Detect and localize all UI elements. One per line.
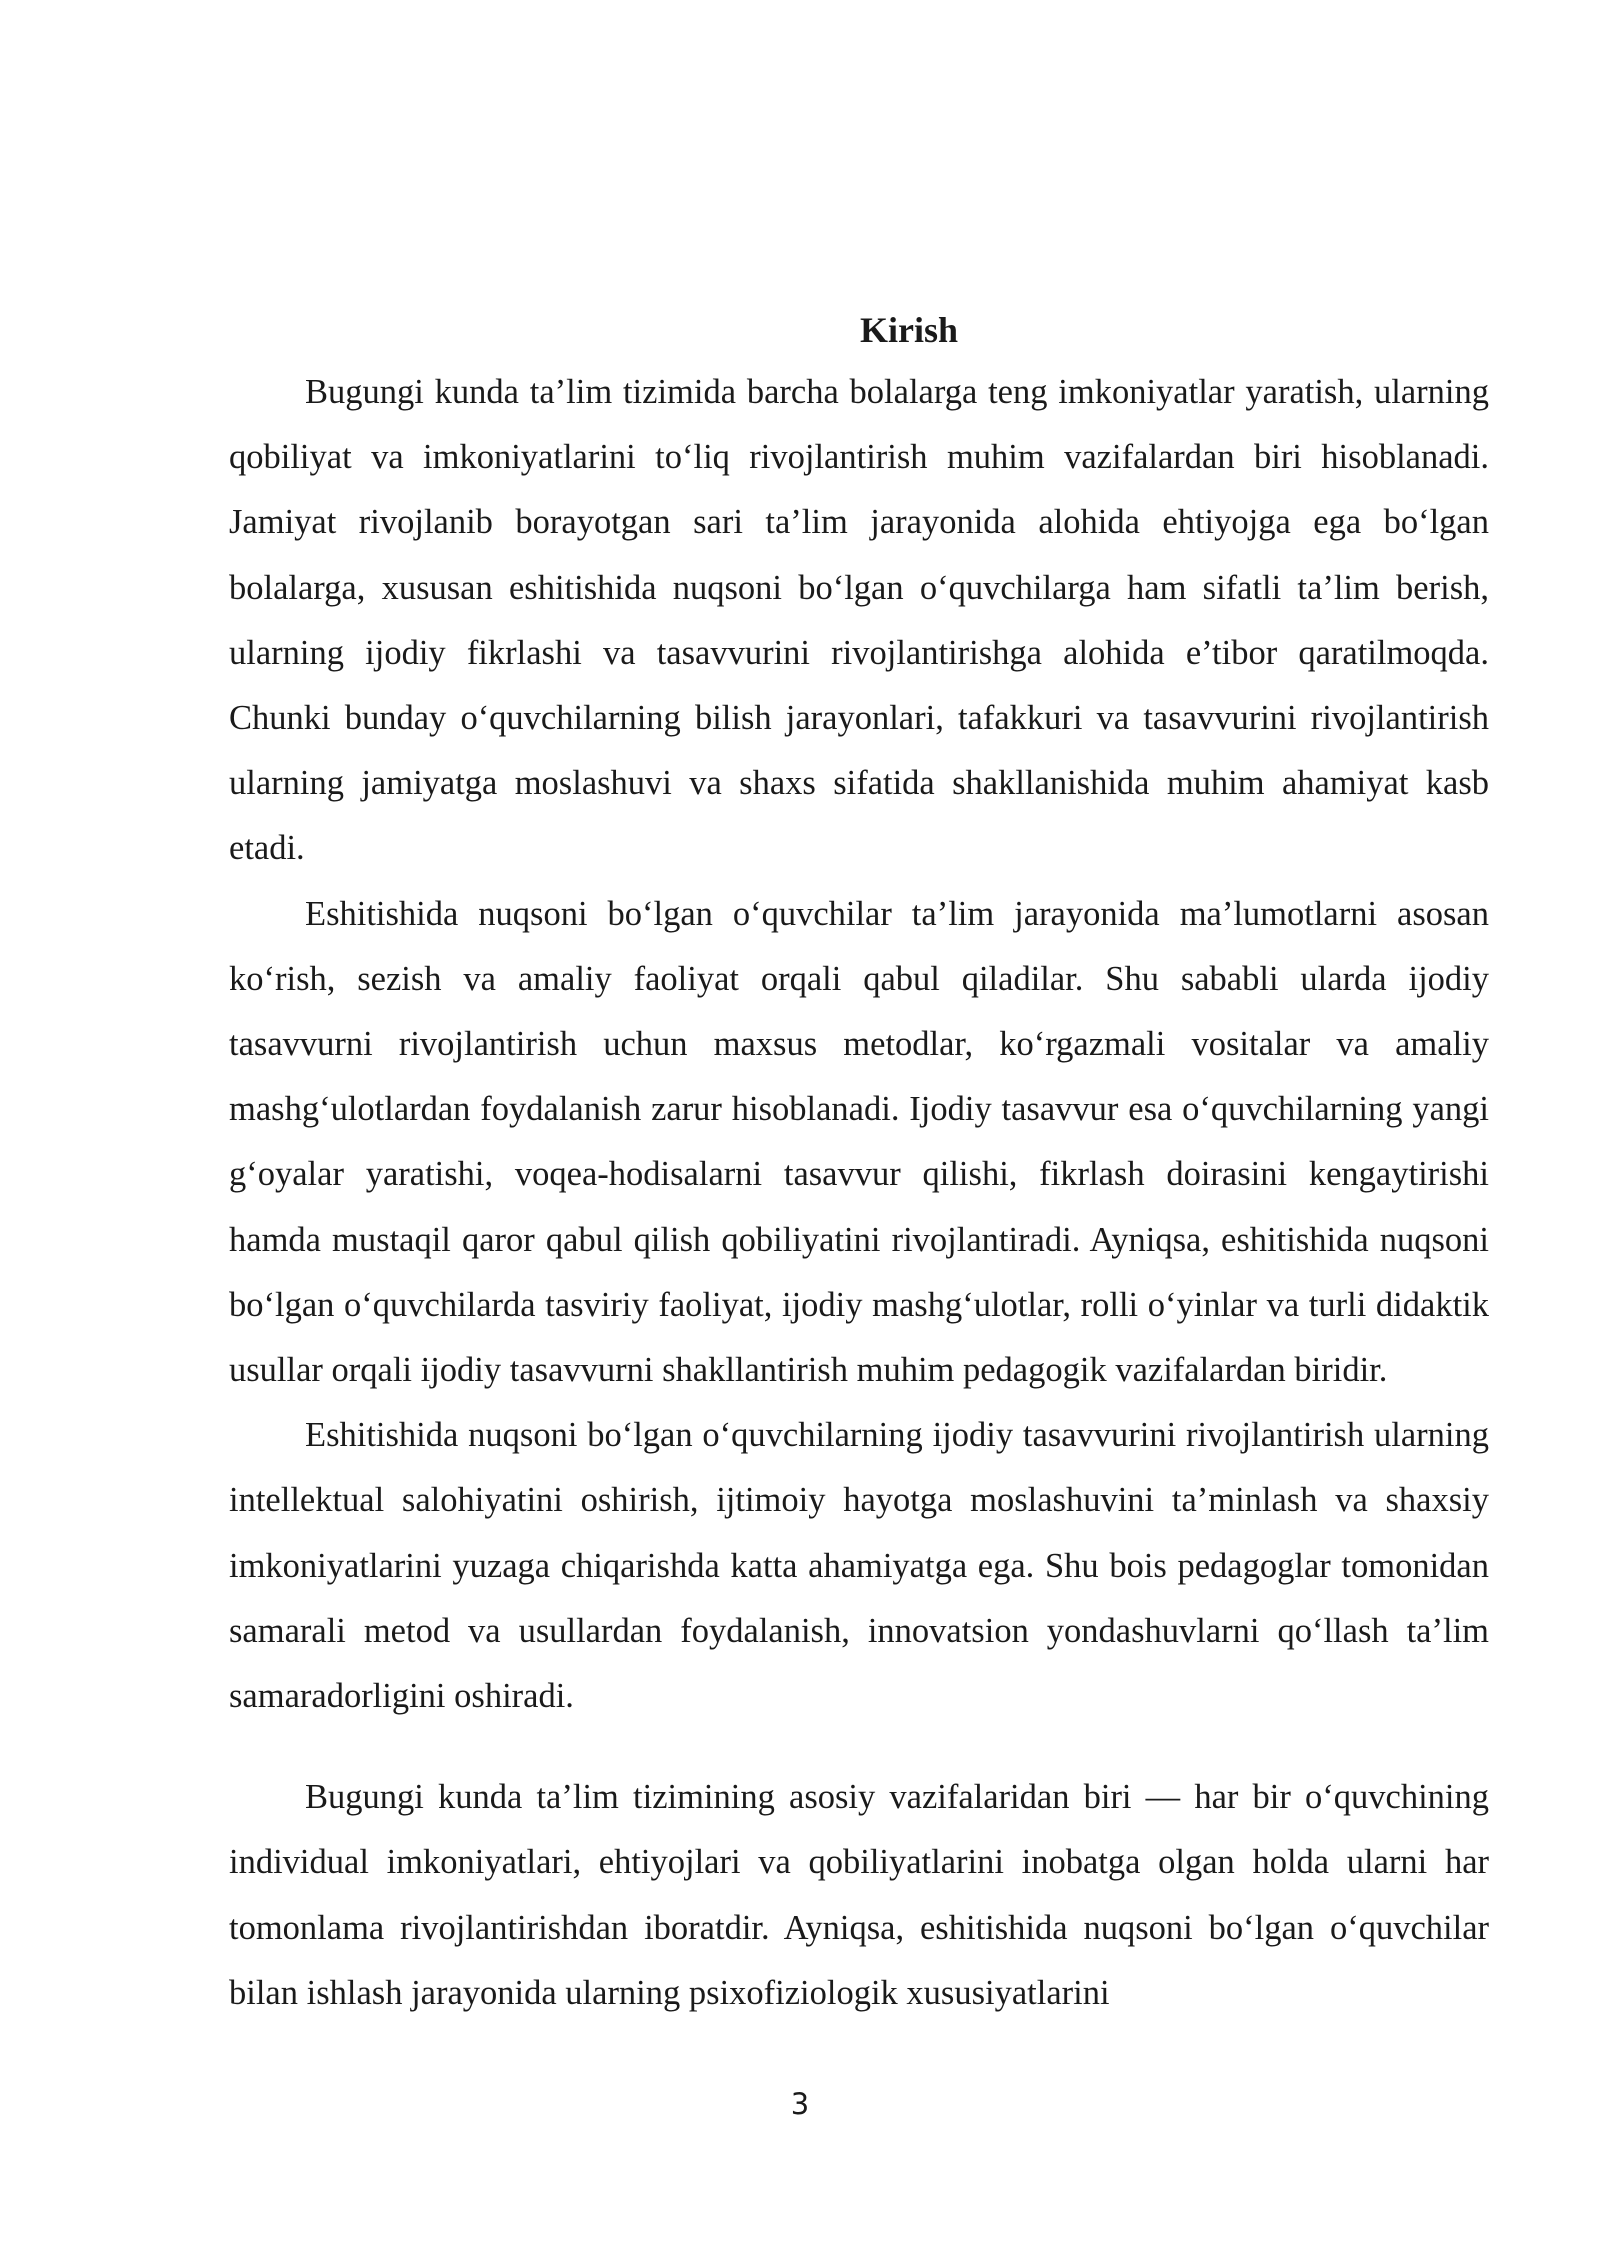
page-number: 3 xyxy=(790,2087,810,2121)
paragraph-3: Eshitishida nuqsoni bo‘lgan o‘quvchilarning ijodiy tasavvurini rivojlantirish ularning intellektual salohiyatini oshirish, ijtimoiy hayotga moslashuvini ta’minlash va shaxsiy imkoniyatlarini yuzaga chiqarishda katta ahamiyatga ega. Shu bois pedagoglar tomonidan samarali metod va usullardan foydalanish, innovatsion yondashuvlarni qo‘llash ta’lim samaradorligini oshiradi. xyxy=(229,1416,1489,1716)
paragraph-2: Eshitishida nuqsoni bo‘lgan o‘quvchilar ta’lim jarayonida ma’lumotlarni asosan ko‘rish, sezish va amaliy faoliyat orqali qabul qiladilar. Shu sababli ularda ijodiy tasavvurni rivojlantirish uchun maxsus metodlar, ko‘rgazmali vositalar va amaliy mashg‘ulotlardan foydalanish zarur hisoblanadi. Ijodiy tasavvur esa o‘quvchilarning yangi g‘oyalar yaratishi, voqea-hodisalarni tasavvur qilishi, fikrlash doirasini kengaytirishi hamda mustaqil qaror qabul qilish qobiliyatini rivojlantiradi. Ayniqsa, eshitishida nuqsoni bo‘lgan o‘quvchilarda tasviriy faoliyat, ijodiy mashg‘ulotlar, rolli o‘yinlar va turli didaktik usullar orqali ijodiy tasavvurni shakllantirish muhim pedagogik vazifalardan biridir. xyxy=(229,894,1489,1390)
page-content xyxy=(229,300,1489,2026)
section-heading: Kirish xyxy=(859,310,958,350)
paragraph-4: Bugungi kunda ta’lim tizimining asosiy vazifalaridan biri — har bir o‘quvchining individual imkoniyatlari, ehtiyojlari va qobiliyatlarini inobatga olgan holda ularni har tomonlama rivojlantirishdan iboratdir. Ayniqsa, eshitishida nuqsoni bo‘lgan o‘quvchilar bilan ishlash jarayonida ularning psixofiziologik xususiyatlarini xyxy=(229,1778,1489,2012)
paragraph-1: Bugungi kunda ta’lim tizimida barcha bolalarga teng imkoniyatlar yaratish, ularning qobiliyat va imkoniyatlarini to‘liq rivojlantirish muhim vazifalardan biri hisoblanadi. Jamiyat rivojlanib borayotgan sari ta’lim jarayonida alohida ehtiyojga ega bo‘lgan bolalarga, xususan eshitishida nuqsoni bo‘lgan o‘quvchilarga ham sifatli ta’lim berish, ularning ijodiy fikrlashi va tasavvurini rivojlantirishga alohida e’tibor qaratilmoqda. Chunki bunday o‘quvchilarning bilish jarayonlari, tafakkuri va tasavvurini rivojlantirish ularning jamiyatga moslashuvi va shaxs sifatida shakllanishida muhim ahamiyat kasb etadi. xyxy=(229,373,1489,868)
